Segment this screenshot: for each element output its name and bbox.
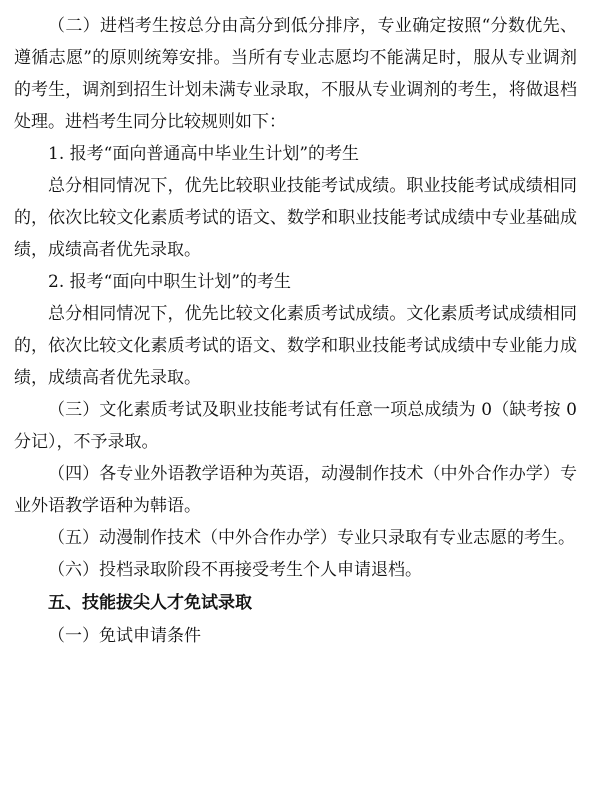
subheading-general-high-school-plan: 1. 报考“面向普通高中毕业生计划”的考生 xyxy=(48,144,360,164)
subheading-vocational-school-plan: 2. 报考“面向中职生计划”的考生 xyxy=(48,272,292,292)
paragraph-zero-score-rule: （三）文化素质考试及职业技能考试有任意一项总成绩为 0（缺考按 0 分记），不予录取。 xyxy=(14,400,577,452)
subheading-exemption-conditions: （一）免试申请条件 xyxy=(48,626,201,646)
paragraph-tie-break-rules: （二）进档考生按总分由高分到低分排序，专业确定按照“分数优先、遵循志愿”的原则统筹安排。当所有专业志愿均不能满足时，服从专业调剂的考生，调剂到招生计划未满专业录取，不服从专业调剂的考生，将做退档处理。进档考生同分比较规则如下： xyxy=(14,16,577,132)
paragraph-vocational-school-rule: 总分相同情况下，优先比较文化素质考试成绩。文化素质考试成绩相同的，依次比较文化素质考试的语文、数学和职业技能考试成绩中专业能力成绩，成绩高者优先录取。 xyxy=(14,304,577,388)
paragraph-general-high-school-rule: 总分相同情况下，优先比较职业技能考试成绩。职业技能考试成绩相同的，依次比较文化素质考试的语文、数学和职业技能考试成绩中专业基础成绩，成绩高者优先录取。 xyxy=(14,176,577,260)
section-heading-skill-talent: 五、技能拔尖人才免试录取 xyxy=(48,593,252,613)
paragraph-foreign-language-rule: （四）各专业外语教学语种为英语，动漫制作技术（中外合作办学）专业外语教学语种为韩语。 xyxy=(14,464,577,516)
paragraph-animation-major-rule: （五）动漫制作技术（中外合作办学）专业只录取有专业志愿的考生。 xyxy=(48,528,575,548)
paragraph-no-withdrawal-rule: （六）投档录取阶段不再接受考生个人申请退档。 xyxy=(48,560,422,580)
